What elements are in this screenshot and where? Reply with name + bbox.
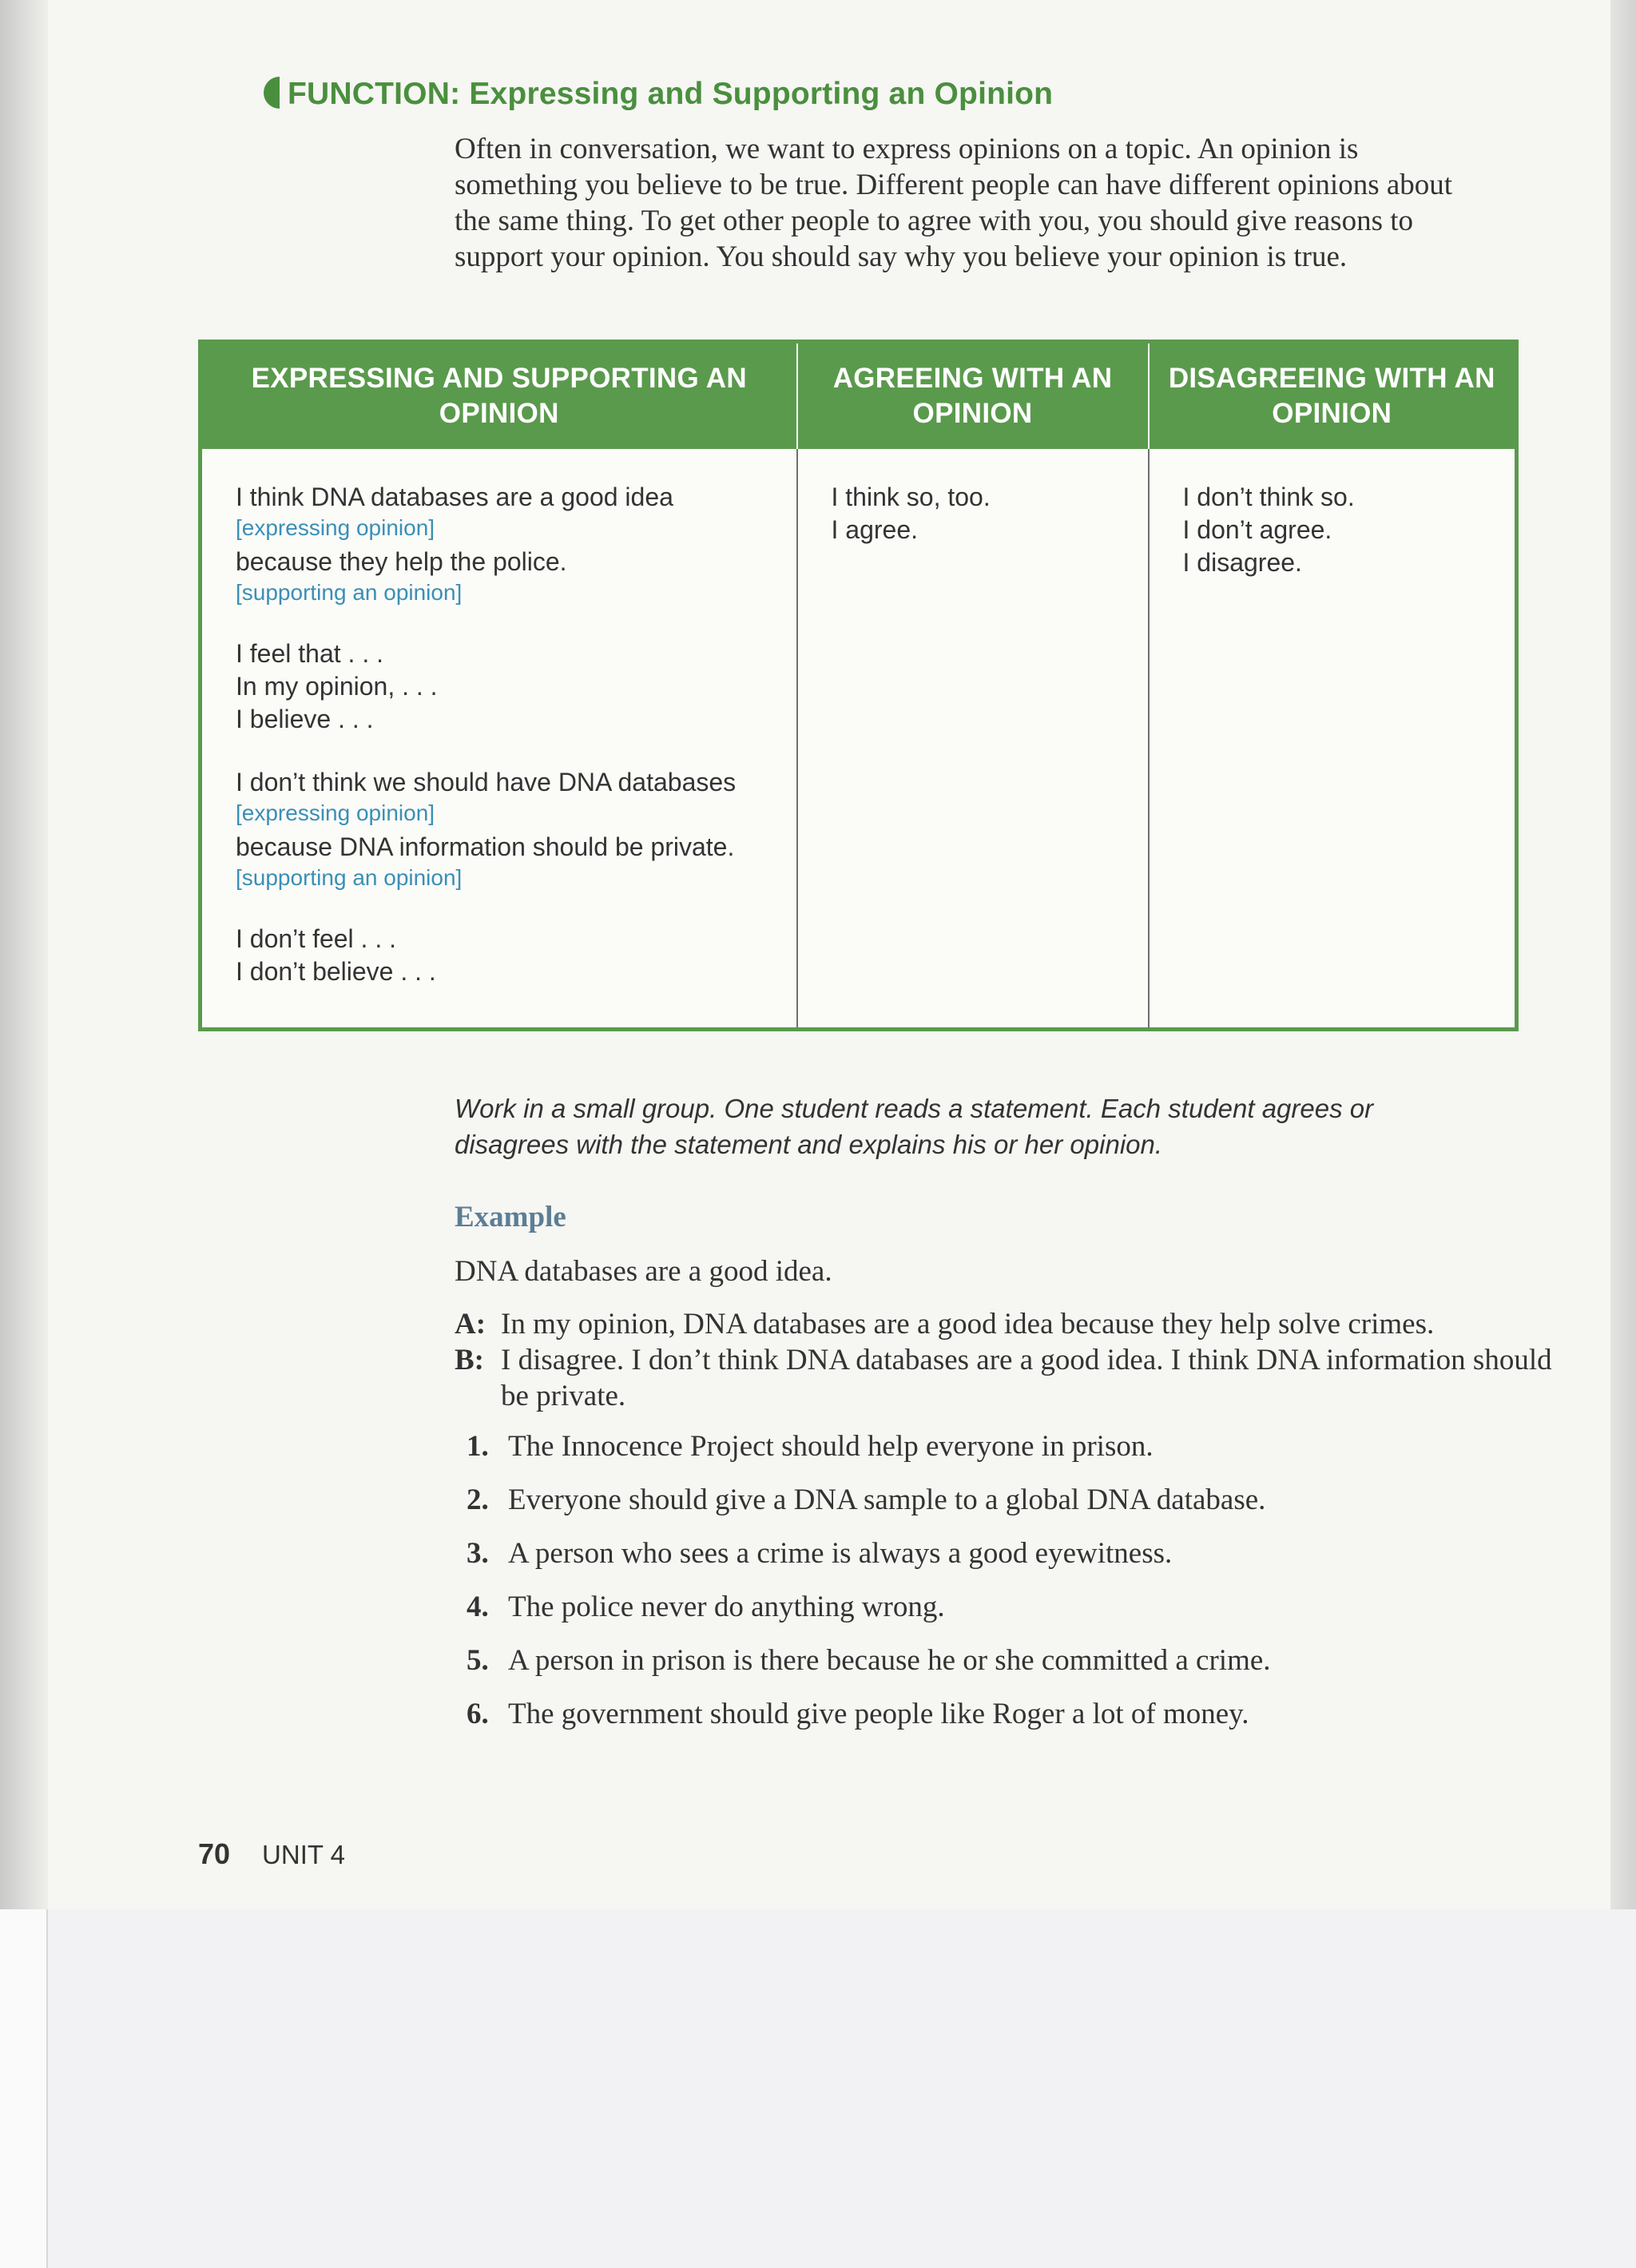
table-header-row xyxy=(201,342,1517,450)
list-item xyxy=(467,1483,1585,1536)
list-item xyxy=(467,1536,1585,1590)
item-text: A person in prison is there because he or she committed a crime. xyxy=(508,1644,1271,1677)
list-item xyxy=(467,1590,1585,1643)
phrase: I don’t agree. xyxy=(1182,515,1332,544)
item-text: The police never do anything wrong. xyxy=(508,1591,945,1623)
disagreeing-column xyxy=(1149,449,1517,1030)
annotation: [expressing opinion] xyxy=(236,515,435,540)
item-number: 4. xyxy=(467,1591,489,1623)
expressing-column xyxy=(201,449,797,1030)
phrase: In my opinion, . . . xyxy=(236,672,438,701)
item-number: 6. xyxy=(467,1698,489,1730)
list-item xyxy=(467,1697,1585,1750)
example-statement: DNA databases are a good idea. xyxy=(455,1255,832,1288)
activity-instructions: Work in a small group. One student reads a statement. Each student agrees or disagrees with the statement and explains his or her opinion. xyxy=(455,1094,1374,1159)
item-text: The Innocence Project should help everyone in prison. xyxy=(508,1430,1154,1463)
speaker-label: B: xyxy=(455,1344,484,1376)
annotation: [supporting an opinion] xyxy=(236,580,463,605)
annotation: [supporting an opinion] xyxy=(236,865,463,890)
example-sentence: because they help the police. xyxy=(236,547,567,576)
example-title: Example xyxy=(455,1201,566,1233)
heading-label: FUNCTION: xyxy=(288,77,461,111)
item-number: 2. xyxy=(467,1484,489,1516)
agreeing-column xyxy=(797,449,1149,1030)
item-text: Everyone should give a DNA sample to a global DNA database. xyxy=(508,1484,1266,1516)
item-number: 5. xyxy=(467,1644,489,1677)
example-sentence: because DNA information should be private. xyxy=(236,832,735,861)
phrase: I feel that . . . xyxy=(236,639,383,668)
half-circle-bullet-icon xyxy=(264,77,280,109)
book-gutter-shadow xyxy=(0,0,48,1909)
header-expressing: EXPRESSING AND SUPPORTING AN OPINION xyxy=(201,342,797,450)
example-dialogue xyxy=(455,1306,1573,1414)
page-edge xyxy=(1610,0,1636,1909)
function-table xyxy=(198,340,1519,1031)
header-disagreeing: DISAGREEING WITH AN OPINION xyxy=(1149,342,1517,450)
section-heading xyxy=(264,77,1053,112)
statement-list xyxy=(467,1429,1585,1750)
example-sentence: I don’t think we should have DNA databases xyxy=(236,768,737,796)
intro-paragraph: Often in conversation, we want to express opinions on a topic. An opinion is something you believe to be true. Different people can have different opinions about the same thing. To get other people to agree with you, you should give reasons to support your opinion. You should say why you believe your opinion is true. xyxy=(455,133,1453,273)
item-text: The government should give people like Roger a lot of money. xyxy=(508,1698,1249,1730)
list-item xyxy=(467,1429,1585,1483)
unit-label: UNIT 4 xyxy=(262,1840,345,1869)
dialogue-line xyxy=(455,1306,1573,1342)
scan-edge xyxy=(0,1909,48,2268)
header-agreeing: AGREEING WITH AN OPINION xyxy=(797,342,1149,450)
phrase: I believe . . . xyxy=(236,705,374,733)
item-number: 3. xyxy=(467,1537,489,1570)
phrase: I think so, too. xyxy=(831,483,991,511)
phrase: I don’t believe . . . xyxy=(236,957,436,986)
item-number: 1. xyxy=(467,1430,489,1463)
annotation: [expressing opinion] xyxy=(236,800,435,825)
scan-background xyxy=(0,1909,1636,2268)
item-text: A person who sees a crime is always a good eyewitness. xyxy=(508,1537,1173,1570)
speaker-label: A: xyxy=(455,1308,486,1341)
example-sentence: I think DNA databases are a good idea xyxy=(236,483,673,511)
dialogue-line xyxy=(455,1342,1573,1414)
phrase: I agree. xyxy=(831,515,919,544)
page-footer xyxy=(198,1837,345,1871)
phrase: I don’t think so. xyxy=(1182,483,1355,511)
dialogue-text: In my opinion, DNA databases are a good idea because they help solve crimes. xyxy=(501,1308,1435,1341)
phrase: I disagree. xyxy=(1182,548,1302,577)
page-number: 70 xyxy=(198,1837,231,1870)
list-item xyxy=(467,1643,1585,1697)
dialogue-text: I disagree. I don’t think DNA databases are a good idea. I think DNA information should be private. xyxy=(501,1344,1552,1412)
phrase: I don’t feel . . . xyxy=(236,924,396,953)
table-body-row xyxy=(201,449,1517,1030)
heading-title: Expressing and Supporting an Opinion xyxy=(469,77,1054,111)
